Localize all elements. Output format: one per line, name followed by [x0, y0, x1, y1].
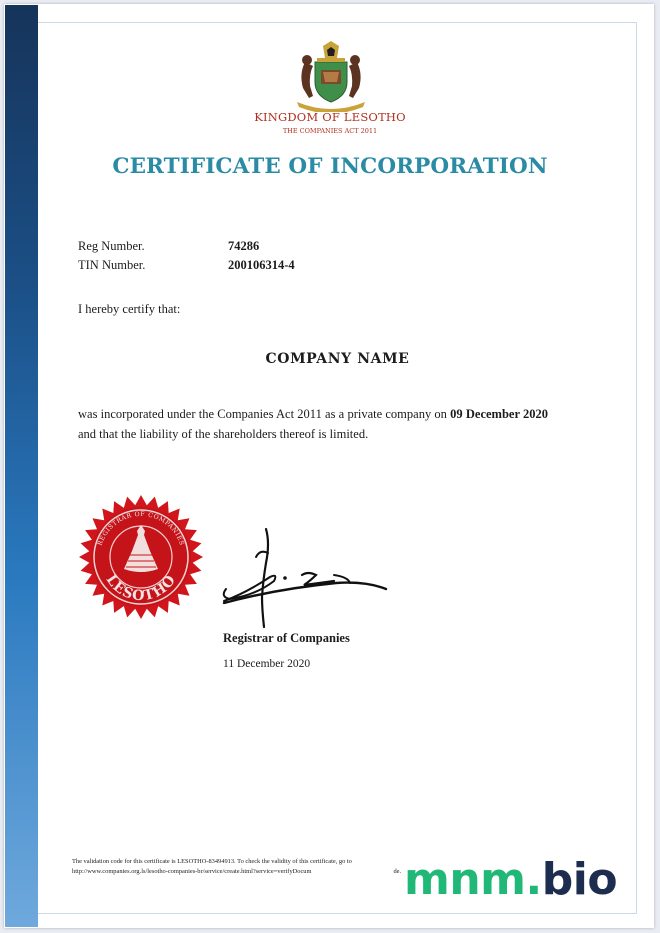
footer-line-2-end: de.	[393, 868, 402, 875]
seal-arc-text: REGISTRAR OF COMPANIES	[96, 510, 186, 547]
watermark-part1: mnm.	[404, 854, 542, 905]
statement-part2: and that the liability of the shareholders thereof is limited.	[78, 427, 369, 441]
incorporation-date: 09 December 2020	[450, 407, 548, 421]
seal-bottom-text: LESOTHO	[102, 571, 180, 605]
reg-number-value: 74286	[228, 239, 260, 253]
tin-number-label: TIN Number.	[78, 258, 146, 272]
registrar-seal-icon	[78, 491, 204, 623]
incorporation-statement	[78, 404, 548, 444]
registrar-signature	[216, 523, 391, 633]
decorative-side-bar	[5, 5, 38, 927]
issuing-act: THE COMPANIES ACT 2011	[282, 127, 378, 135]
watermark-logo	[404, 854, 617, 905]
lesotho-coat-of-arms-icon	[293, 40, 369, 112]
signatory-title: Registrar of Companies	[223, 631, 350, 645]
footer-line-1: The validation code for this certificate is LESOTHO-83494913. To check the validity of this certificate, go to	[72, 858, 352, 865]
issuer-name: KINGDOM OF LESOTHO	[254, 110, 406, 124]
company-name: COMPANY NAME	[265, 351, 410, 367]
reg-number-label: Reg Number.	[78, 239, 145, 253]
watermark-part2: bio	[541, 854, 618, 905]
tin-number-value: 200106314-4	[228, 258, 295, 272]
certify-statement: I hereby certify that:	[78, 302, 181, 316]
signatory-date: 11 December 2020	[223, 658, 311, 670]
validation-url[interactable]: http://www.companies.org.ls/lesotho-companies-br/service/create.html?service=verifyDocum	[72, 868, 312, 875]
certificate-title: CERTIFICATE OF INCORPORATION	[112, 154, 548, 179]
statement-part1: was incorporated under the Companies Act 2011 as a private company on	[78, 407, 451, 421]
